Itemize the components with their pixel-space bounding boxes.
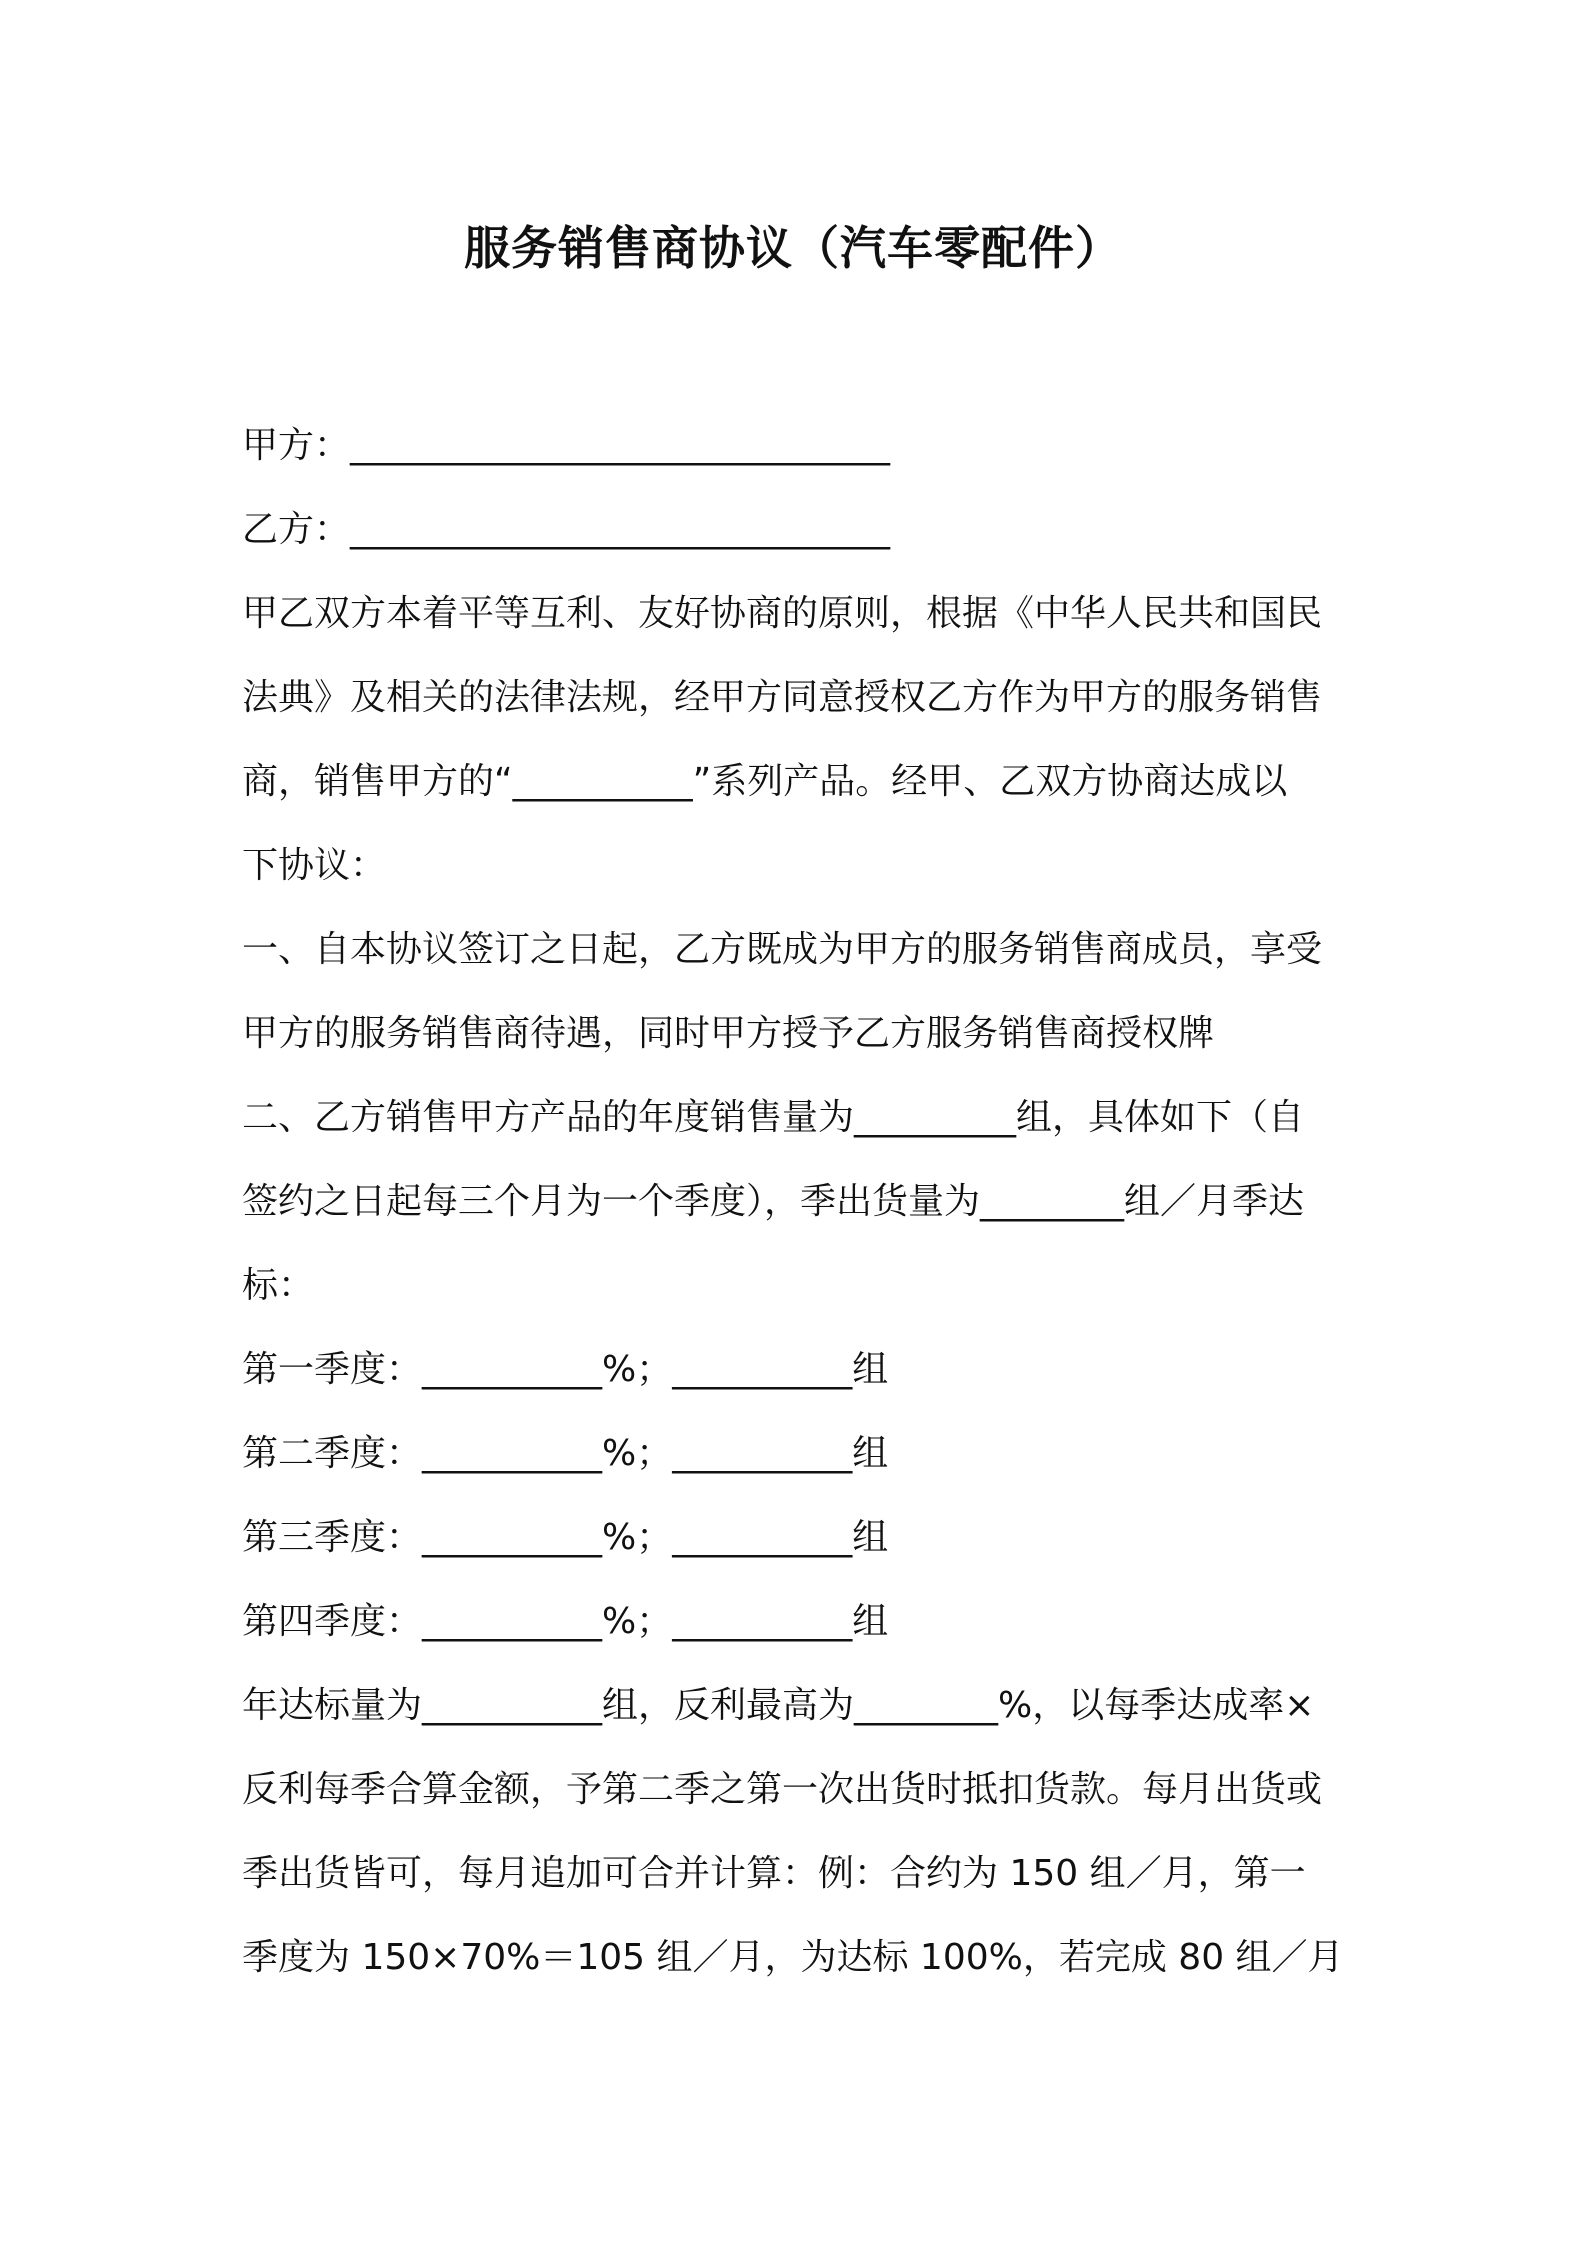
quarter-4-line: 第四季度：__________%；__________组 [242, 1601, 889, 1642]
annual-target-line-2: 反利每季合算金额，予第二季之第一次出货时抵扣货款。每月出货或 [242, 1769, 1323, 1810]
clause-2-line-3: 标： [242, 1265, 315, 1306]
party-a-line: 甲方：______________________________ [242, 425, 891, 466]
clause-2-line-1: 二、乙方销售甲方产品的年度销售量为_________组，具体如下（自 [242, 1097, 1305, 1138]
quarter-2-line: 第二季度：__________%；__________组 [242, 1433, 889, 1474]
clause-1-line-2: 甲方的服务销售商待遇，同时甲方授予乙方服务销售商授权牌 [242, 1013, 1215, 1054]
document-body [242, 404, 1352, 2000]
preamble-line-3: 商，销售甲方的“__________”系列产品。经甲、乙双方协商达成以 [242, 761, 1288, 802]
preamble-line-4: 下协议： [242, 845, 387, 886]
preamble-line-1: 甲乙双方本着平等互利、友好协商的原则，根据《中华人民共和国民 [242, 593, 1323, 634]
quarter-1-line: 第一季度：__________%；__________组 [242, 1349, 889, 1390]
clause-1-line-1: 一、自本协议签订之日起，乙方既成为甲方的服务销售商成员，享受 [242, 929, 1323, 970]
document-title: 服务销售商协议（汽车零配件） [464, 221, 1122, 275]
annual-target-line-3: 季出货皆可，每月追加可合并计算：例：合约为 150 组／月，第一 [242, 1853, 1306, 1894]
quarter-3-line: 第三季度：__________%；__________组 [242, 1517, 889, 1558]
annual-target-line-1: 年达标量为__________组，反利最高为________%，以每季达成率× [242, 1685, 1315, 1726]
clause-2-line-2: 签约之日起每三个月为一个季度），季出货量为________组／月季达 [242, 1181, 1305, 1222]
preamble-line-2: 法典》及相关的法律法规，经甲方同意授权乙方作为甲方的服务销售 [242, 677, 1323, 718]
party-b-line: 乙方：______________________________ [242, 509, 891, 550]
annual-target-line-4: 季度为 150×70%＝105 组／月，为达标 100%，若完成 80 组／月 [242, 1937, 1344, 1978]
